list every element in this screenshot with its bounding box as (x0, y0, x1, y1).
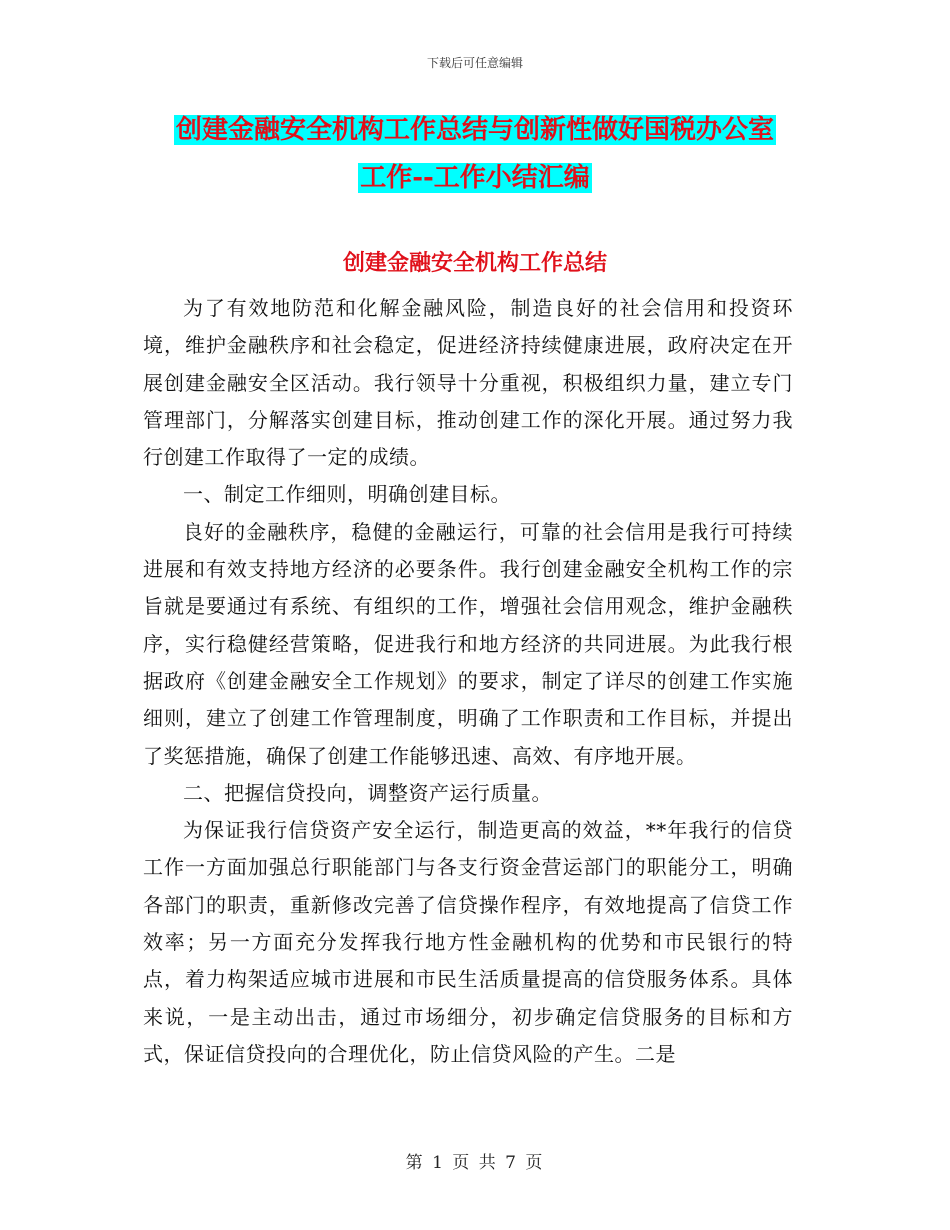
page-number: 第 1 页 共 7 页 (405, 1153, 545, 1173)
document-title-line-2: 工作--工作小结汇编 (360, 163, 590, 193)
paragraph: 良好的金融秩序，稳健的金融运行，可靠的社会信用是我行可持续进展和有效支持地方经济的必要条件。我行创建金融安全机构工作的宗旨就是要通过有系统、有组织的工作，增强社会信用观念，维护金融秩序，实行稳健经营策略，促进我行和地方经济的共同进展。为此我行根据政府《创建金融安全工作规划》的要求，制定了详尽的创建工作实施细则，建立了创建工作管理制度，明确了工作职责和工作目标，并提出了奖惩措施，确保了创建工作能够迅速、高效、有序地开展。 (143, 519, 793, 768)
section-title: 创建金融安全机构工作总结 (342, 250, 607, 276)
paragraph-heading: 二、把握信贷投向，调整资产运行质量。 (183, 780, 552, 805)
paragraph: 为保证我行信贷资产安全运行，制造更高的效益，**年我行的信贷工作一方面加强总行职能部门与各支行资金营运部门的职能分工，明确各部门的职责，重新修改完善了信贷操作程序，有效地提高了信贷工作效率；另一方面充分发挥我行地方性金融机构的优势和市民银行的特点，着力构架适应城市进展和市民生活质量提高的信贷服务体系。具体来说，一是主动出击，通过市场细分，初步确定信贷服务的目标和方式，保证信贷投向的合理优化，防止信贷风险的产生。二是 (143, 818, 793, 1066)
paragraph: 为了有效地防范和化解金融风险，制造良好的社会信用和投资环境，维护金融秩序和社会稳定，促进经济持续健康进展，政府决定在开展创建金融安全区活动。我行领导十分重视，积极组织力量，建立专门管理部门，分解落实创建目标，推动创建工作的深化开展。通过努力我行创建工作取得了一定的成绩。 (143, 296, 793, 470)
paragraph-heading: 一、制定工作细则，明确创建目标。 (183, 482, 511, 507)
document-title-line-1: 创建金融安全机构工作总结与创新性做好国税办公室 (175, 115, 774, 145)
header-note: 下载后可任意编辑 (426, 56, 523, 70)
document-title (140, 106, 810, 202)
document-body (143, 290, 793, 1073)
